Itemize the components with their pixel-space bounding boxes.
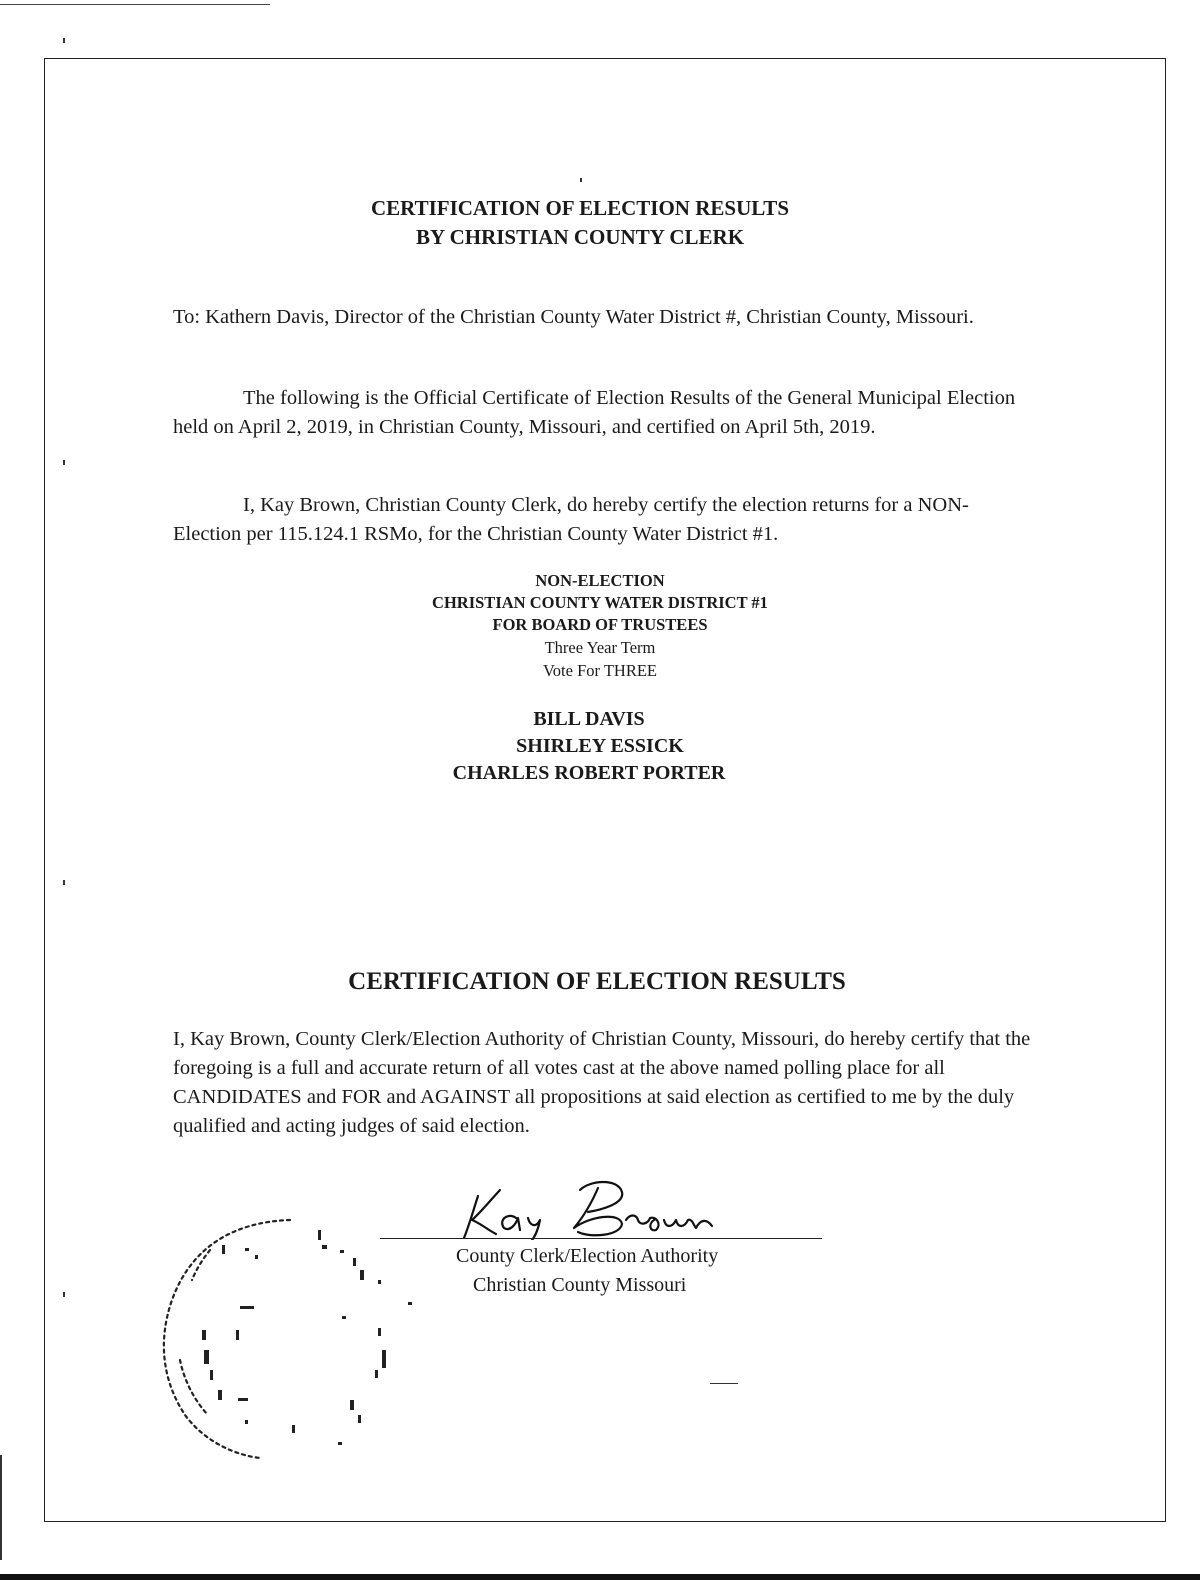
signature-block	[380, 1168, 840, 1308]
intro-paragraph: The following is the Official Certificate of Election Results of the General Municipal Election held on April 2, 2019, in Christian County, Missouri, and certified on April 5th, 2019.	[173, 387, 1016, 438]
addressee-line: To: Kathern Davis, Director of the Christian County Water District #, Christian County, Missouri.	[173, 306, 974, 328]
scan-mark	[710, 1383, 738, 1384]
handwritten-signature-icon	[450, 1168, 810, 1240]
signer-county: Christian County Missouri	[473, 1274, 687, 1296]
candidate-list	[0, 706, 1200, 787]
candidate-name: SHIRLEY ESSICK	[516, 735, 684, 757]
scan-edge-left	[0, 1455, 2, 1560]
signer-title: County Clerk/Election Authority	[456, 1245, 719, 1267]
candidate-name: BILL DAVIS	[533, 708, 645, 730]
scan-speck	[63, 38, 65, 43]
certification-statement: I, Kay Brown, County Clerk/Election Authority of Christian County, Missouri, do hereby certify that the foregoing is a full and accurate return of all votes cast at the above named polling place for all CANDIDATES and FOR and AGAINST all propositions at said election as certified to me by the duly qualified and acting judges of said election.	[173, 1028, 1031, 1137]
candidate-name: CHARLES ROBERT PORTER	[452, 762, 726, 784]
clerk-certify-paragraph: I, Kay Brown, Christian County Clerk, do hereby certify the election returns for a NON-Election per 115.124.1 RSMo, for the Christian County Water District #1.	[173, 494, 969, 545]
race-info	[0, 570, 1200, 682]
document-subtitle: BY CHRISTIAN COUNTY CLERK	[415, 225, 745, 249]
race-district: CHRISTIAN COUNTY WATER DISTRICT #1	[432, 593, 768, 612]
certification-heading: CERTIFICATION OF ELECTION RESULTS	[348, 968, 846, 995]
race-vote-for: Vote For THREE	[543, 661, 657, 680]
scan-edge-bottom	[0, 1574, 1200, 1580]
document-title: CERTIFICATION OF ELECTION RESULTS	[370, 196, 789, 220]
scan-edge-top	[0, 4, 270, 5]
race-term: Three Year Term	[544, 638, 656, 657]
race-office: FOR BOARD OF TRUSTEES	[492, 615, 708, 634]
race-type: NON-ELECTION	[535, 571, 665, 590]
signature-line	[380, 1238, 822, 1239]
